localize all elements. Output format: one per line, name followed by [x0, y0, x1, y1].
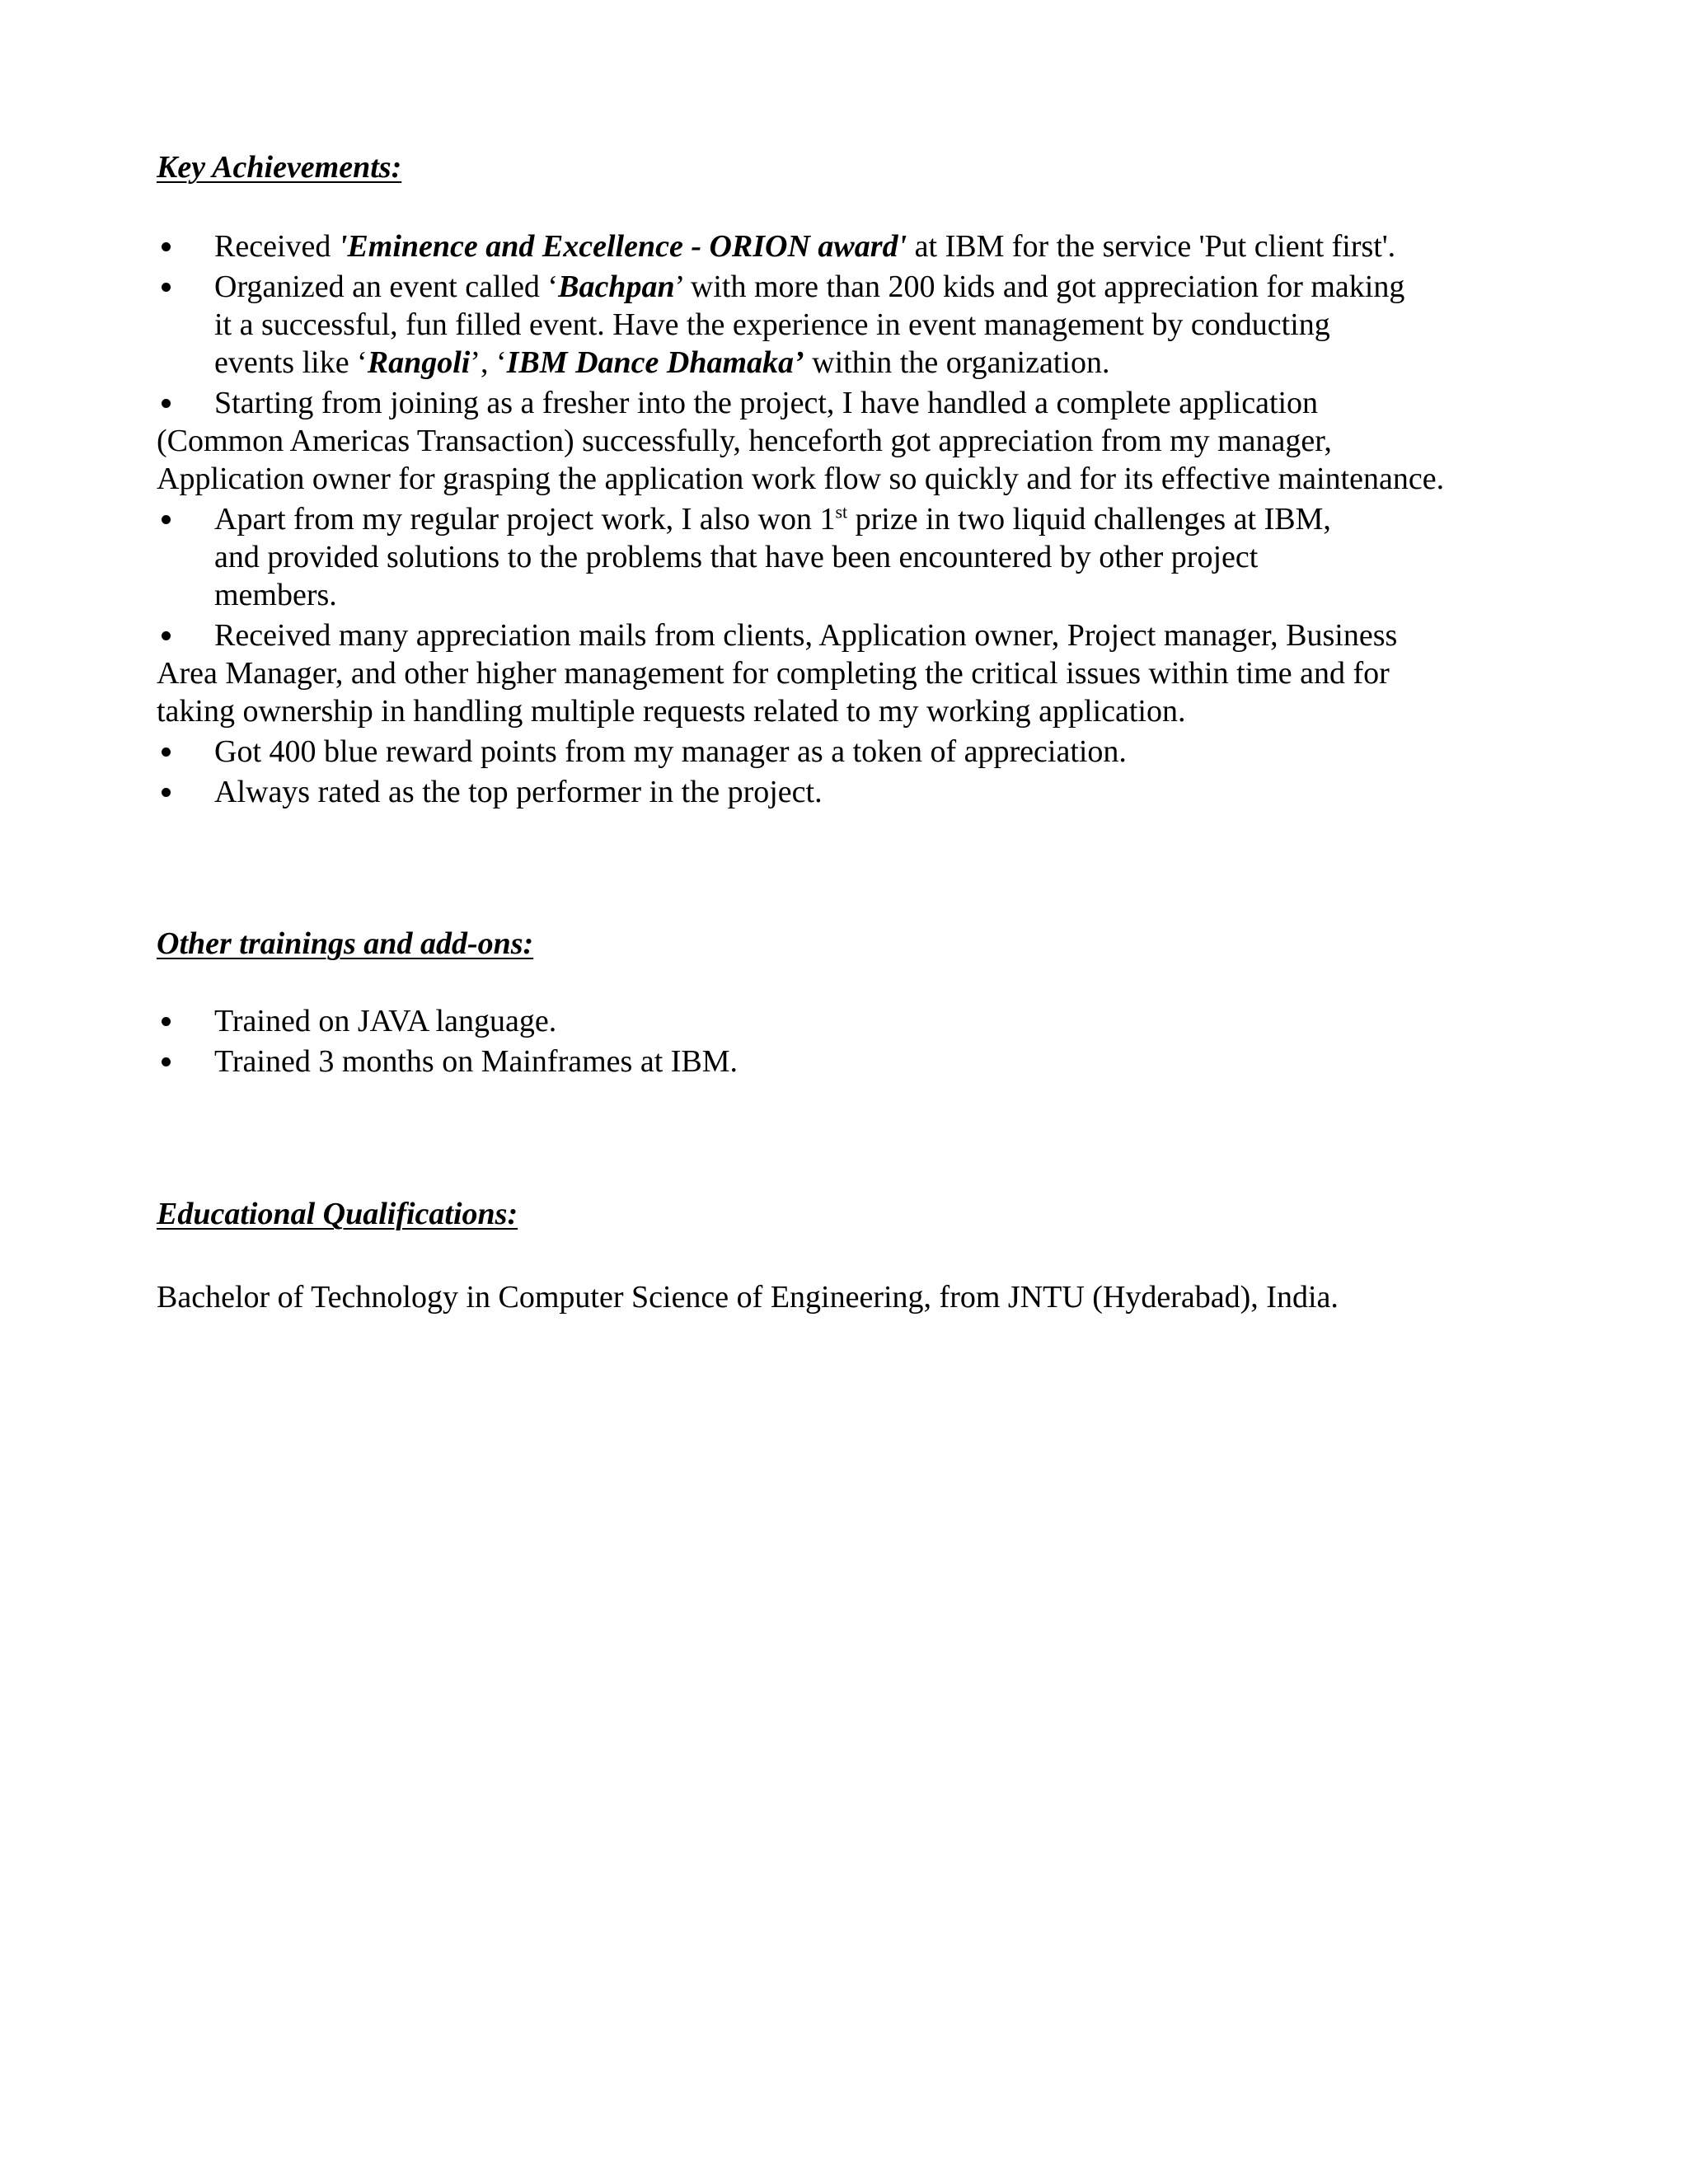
education-text: Bachelor of Technology in Computer Science of Engineering, from JNTU (Hyderabad), India.	[157, 1280, 1339, 1315]
list-item: Apart from my regular project work, I also won 1st prize in two liquid challenges at IBM, and provided solutions to the problems that have been encountered by other project members.	[214, 501, 1331, 612]
other-trainings-heading: Other trainings and add-ons:	[157, 926, 534, 961]
key-achievements-heading: Key Achievements:	[157, 150, 402, 185]
event-name: Bachpan	[558, 269, 675, 304]
other-trainings-list	[157, 1002, 1541, 1083]
list-item: Starting from joining as a fresher into the project, I have handled a complete application (Common Americas Transaction) successfully, henceforth got appreciation from my manager, Application owner for grasping the application work flow so quickly and for its effective maintenance.	[157, 386, 1445, 496]
education-heading: Educational Qualifications:	[157, 1197, 518, 1231]
award-name: 'Eminence and Excellence - ORION award'	[338, 229, 907, 264]
event-name: Rangoli	[367, 345, 471, 380]
list-item: Received many appreciation mails from clients, Application owner, Project manager, Business Area Manager, and other higher management for completing the critical issues within time and for taking ownership in handling multiple requests related to my working application.	[157, 618, 1398, 729]
list-item: Got 400 blue reward points from my manager as a token of appreciation.	[214, 734, 1127, 769]
list-item: Trained on JAVA language.	[214, 1004, 557, 1038]
list-item: Always rated as the top performer in the project.	[214, 775, 823, 809]
event-name: IBM Dance Dhamaka’	[506, 345, 804, 380]
key-achievements-list	[157, 227, 1541, 813]
list-item: Received 'Eminence and Excellence - ORION award' at IBM for the service 'Put client first'.	[214, 229, 1396, 264]
list-item: Trained 3 months on Mainframes at IBM.	[214, 1044, 738, 1079]
list-item: Organized an event called ‘Bachpan’ with more than 200 kids and got appreciation for making it a successful, fun filled event. Have the experience in event management by conducting events like ‘Rangoli’, ‘IBM Dance Dhamaka’ within the organization.	[214, 269, 1405, 380]
